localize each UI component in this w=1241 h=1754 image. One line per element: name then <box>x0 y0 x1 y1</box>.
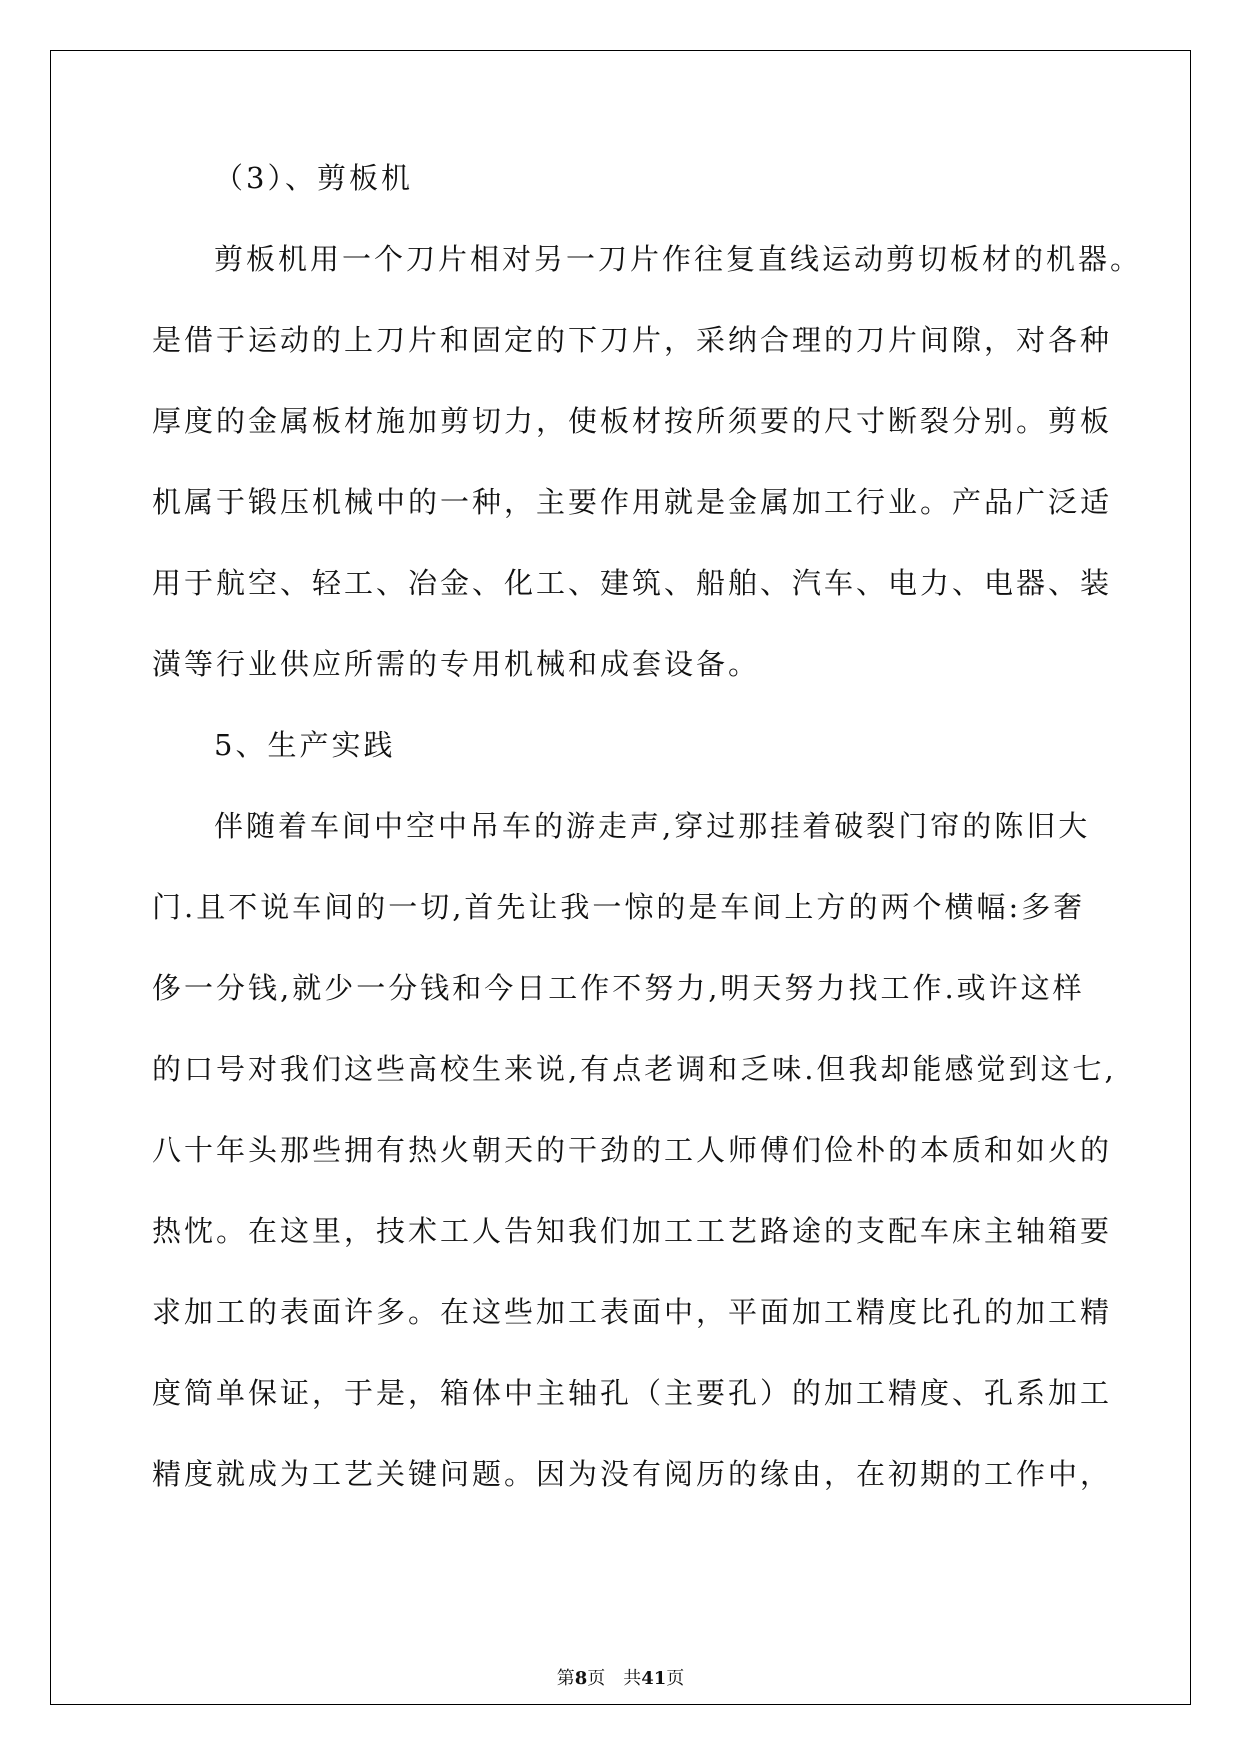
text-line: 伴随着车间中空中吊车的游走声,穿过那挂着破裂门帘的陈旧大 <box>214 809 1091 843</box>
text-line: 八十年头那些拥有热火朝天的干劲的工人师傅们俭朴的本质和如火的 <box>152 1133 1113 1167</box>
text-line: 剪板机用一个刀片相对另一刀片作往复直线运动剪切板材的机器。 <box>214 242 1143 276</box>
text-line: 是借于运动的上刀片和固定的下刀片，采纳合理的刀片间隙，对各种 <box>152 323 1113 357</box>
footer-page-number: 8 <box>574 1668 588 1689</box>
text-line: 5、生产实践 <box>214 728 396 762</box>
footer-total-pages: 41 <box>641 1668 667 1689</box>
text-line: 用于航空、轻工、冶金、化工、建筑、船舶、汽车、电力、电器、装 <box>152 566 1113 600</box>
text-line: 精度就成为工艺关键问题。因为没有阅历的缘由，在初期的工作中， <box>152 1457 1113 1491</box>
text-line: 度简单保证，于是，箱体中主轴孔（主要孔）的加工精度、孔系加工 <box>152 1376 1113 1410</box>
page-footer <box>0 1664 1241 1690</box>
text-line: 潢等行业供应所需的专用机械和成套设备。 <box>152 647 761 681</box>
text-line: 的口号对我们这些高校生来说,有点老调和乏味.但我却能感觉到这七, <box>152 1052 1117 1086</box>
document-body <box>152 158 1143 1535</box>
text-line: 热忱。在这里，技术工人告知我们加工工艺路途的支配车床主轴箱要 <box>152 1214 1113 1248</box>
text-line: 门.且不说车间的一切,首先让我一惊的是车间上方的两个横幅:多奢 <box>152 890 1086 924</box>
text-line: 机属于锻压机械中的一种，主要作用就是金属加工行业。产品广泛适 <box>152 485 1113 519</box>
footer-suffix: 页 <box>666 1668 685 1689</box>
text-line: 求加工的表面许多。在这些加工表面中，平面加工精度比孔的加工精 <box>152 1295 1113 1329</box>
footer-middle: 页 共 <box>587 1668 642 1689</box>
text-line: 侈一分钱,就少一分钱和今日工作不努力,明天努力找工作.或许这样 <box>152 971 1085 1005</box>
footer-prefix: 第 <box>556 1668 575 1689</box>
text-line: （3）、剪板机 <box>214 161 413 195</box>
text-line: 厚度的金属板材施加剪切力，使板材按所须要的尺寸断裂分别。剪板 <box>152 404 1113 438</box>
